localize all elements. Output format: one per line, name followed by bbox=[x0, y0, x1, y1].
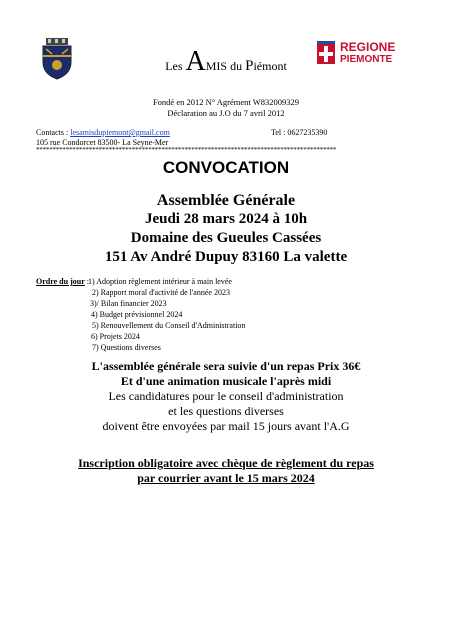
candidacy-notice: Les candidatures pour le conseil d'administration bbox=[108, 389, 344, 403]
contacts-line bbox=[36, 128, 170, 138]
music-notice: Et d'une animation musicale l'après midi bbox=[120, 374, 332, 388]
meeting-details bbox=[0, 191, 452, 267]
region-logo-line2: PIEMONTE bbox=[340, 54, 393, 65]
agenda-item: 6) Projets 2024 bbox=[91, 332, 140, 341]
founded-info bbox=[0, 97, 452, 119]
agenda-item: 4) Budget prévisionnel 2024 bbox=[91, 310, 183, 319]
agenda-item: 3)/ Bilan financier 2023 bbox=[90, 299, 167, 308]
meeting-date: Jeudi 28 mars 2024 à 10h bbox=[144, 211, 308, 227]
agenda-list bbox=[88, 276, 245, 353]
meeting-venue: Domaine des Gueules Cassées bbox=[130, 230, 322, 246]
telephone: Tel : 0627235390 bbox=[271, 128, 328, 137]
meeting-address: 151 Av André Dupuy 83160 La valette bbox=[104, 249, 348, 265]
meeting-type: Assemblée Générale bbox=[156, 192, 296, 209]
region-logo-line1: REGIONE bbox=[340, 40, 396, 54]
declaration-line: Déclaration au J.O du 7 avril 2012 bbox=[167, 108, 285, 118]
inscription-line1: Inscription obligatoire avec chèque de règlement du repas bbox=[78, 456, 374, 470]
contacts-label: Contacts : bbox=[36, 128, 71, 137]
agenda-label: Ordre du jour bbox=[36, 277, 85, 286]
agenda-item: 7) Questions diverses bbox=[92, 343, 161, 352]
email-link[interactable]: lesamisdupiemont@gmail.com bbox=[70, 128, 170, 137]
founded-line: Fondé en 2012 N° Agrément W832009329 bbox=[152, 97, 300, 107]
meal-notice: L'assemblée générale sera suivie d'un repas Prix 36€ bbox=[91, 359, 361, 373]
questions-notice: et les questions diverses bbox=[168, 404, 284, 418]
inscription-notice bbox=[0, 456, 452, 486]
regione-piemonte-logo bbox=[316, 40, 428, 70]
deadline-notice: doivent être envoyées par mail 15 jours avant l'A.G bbox=[102, 419, 350, 433]
inscription-line2: par courrier avant le 15 mars 2024 bbox=[137, 471, 315, 485]
notice bbox=[0, 359, 452, 434]
organization-title: Les AMIS du Piémont bbox=[165, 46, 287, 77]
document-title: CONVOCATION bbox=[162, 158, 290, 177]
agenda-item: 5) Renouvellement du Conseil d'Administration bbox=[92, 321, 246, 330]
agenda: Ordre du jour : 1) Adoption règlement intérieur à main levée 2) Rapport moral d'activité de l'année 2023 3)/ Bilan financier 2023 4) Budget prévisionnel 2024 5) Renouvellement du Conseil d'Administration 6) Projets 2024 7) Questions diverses bbox=[36, 277, 246, 352]
separator-line: ******************************************************************************************* bbox=[36, 146, 337, 154]
address: 105 rue Condorcet 83500- La Seyne-Mer bbox=[36, 138, 169, 147]
agenda-item: 1) Adoption règlement intérieur à main levée bbox=[88, 277, 232, 286]
agenda-item: 2) Rapport moral d'activité de l'année 2023 bbox=[92, 288, 230, 297]
